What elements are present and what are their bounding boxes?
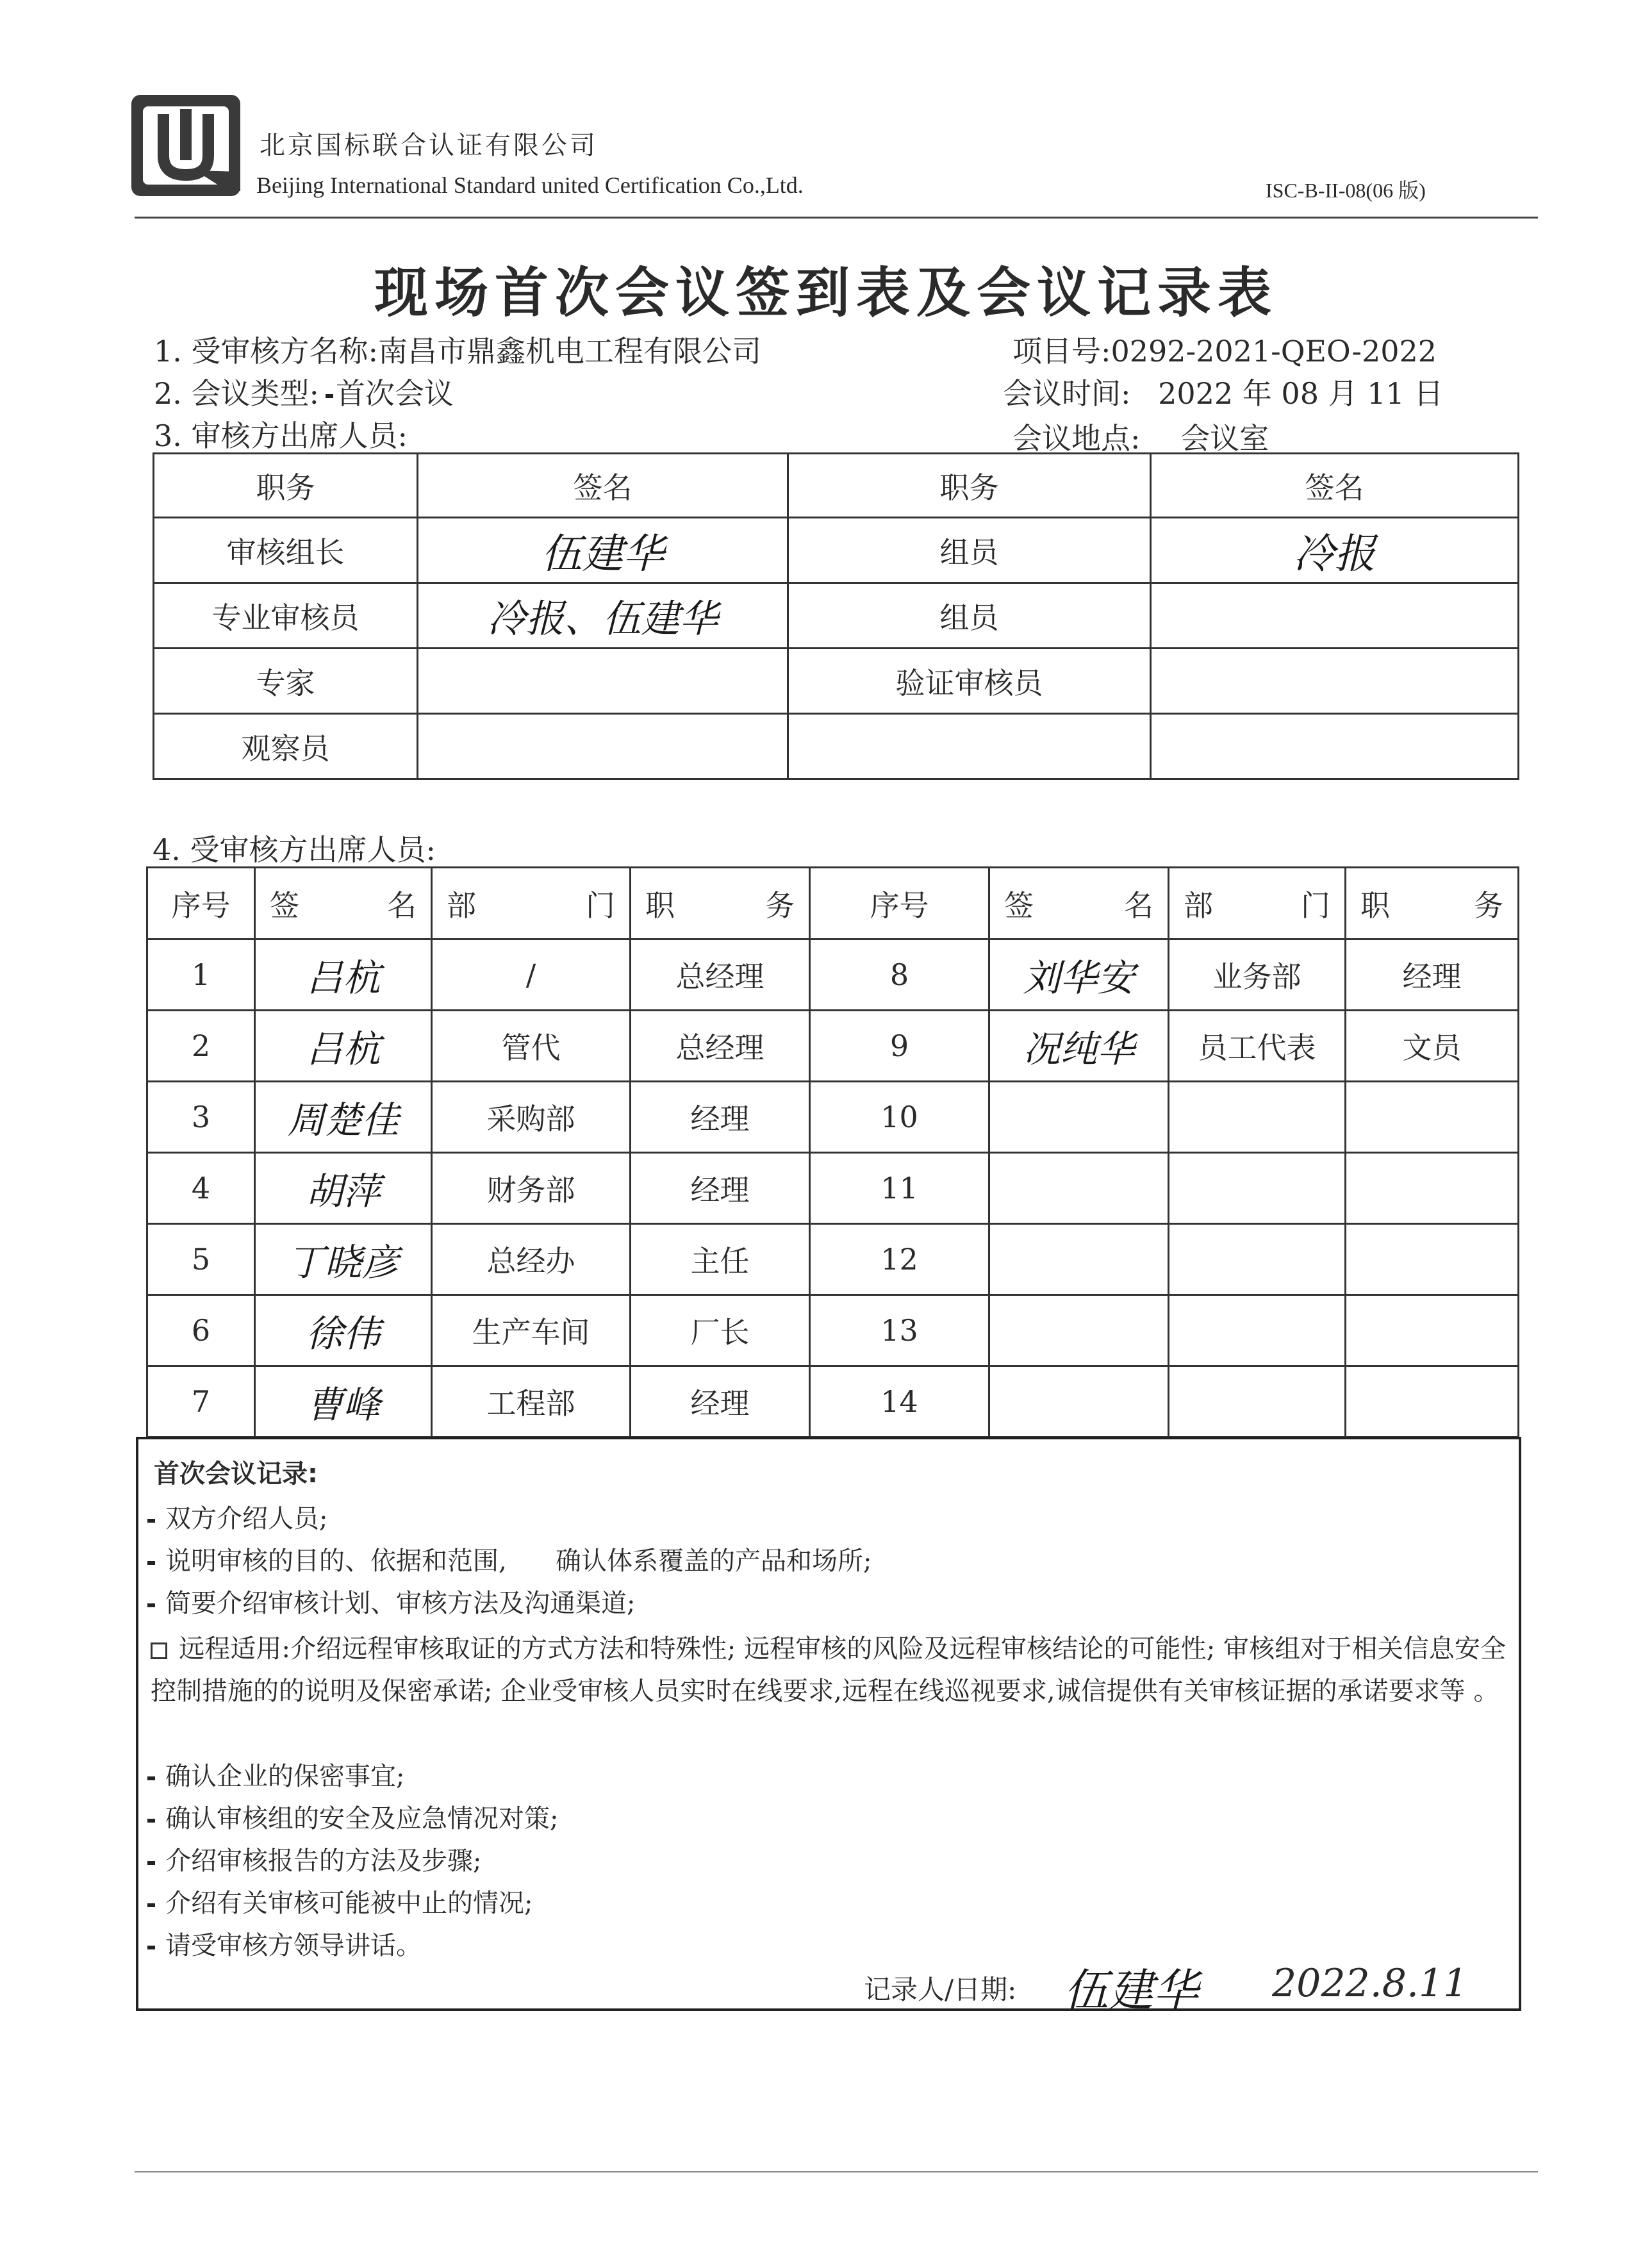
signature-cell: 况纯华: [989, 1011, 1169, 1082]
position-cell: 经理: [631, 1366, 810, 1437]
meeting-record-title: 首次会议记录:: [154, 1459, 318, 1489]
signature-cell: 丁晓彦: [255, 1224, 432, 1295]
signature-cell: [989, 1082, 1169, 1153]
table-row: [147, 1011, 1519, 1082]
bullet-marker: [147, 1861, 155, 1865]
number-cell: 12: [810, 1224, 989, 1295]
position-cell: [1346, 1295, 1519, 1366]
table-row: [147, 1082, 1519, 1153]
header-cell: 签名: [418, 454, 788, 518]
table-row: [147, 1153, 1519, 1224]
header-cell: 职务: [788, 454, 1151, 518]
record-item-text: 说明审核的目的、依据和范围, 确认体系覆盖的产品和场所;: [165, 1546, 872, 1576]
number-cell: 9: [810, 1011, 989, 1082]
table-row: [147, 1295, 1519, 1366]
number-cell: 14: [810, 1366, 989, 1437]
position-cell: 经理: [631, 1153, 810, 1224]
table-row: [147, 1224, 1519, 1295]
department-cell: /: [432, 939, 631, 1011]
recorder-signature: 伍建华: [1064, 1964, 1198, 2017]
meeting-place-line: [1012, 415, 1269, 458]
position-cell: [1346, 1224, 1519, 1295]
record-item: [147, 1798, 558, 1835]
signature-cell: 曹峰: [255, 1366, 432, 1437]
record-item-text: 双方介绍人员;: [165, 1504, 328, 1534]
table-row: [154, 518, 1519, 583]
position-cell: 经理: [631, 1082, 810, 1153]
record-item-text: 确认审核组的安全及应急情况对策;: [165, 1804, 559, 1833]
bullet-marker: [147, 1519, 155, 1523]
department-cell: 生产车间: [432, 1295, 631, 1366]
number-cell: 8: [810, 939, 989, 1011]
bullet-marker: [147, 1776, 155, 1780]
role-cell: 专家: [154, 649, 418, 714]
department-cell: [1169, 1153, 1346, 1224]
signature-cell: [1151, 583, 1519, 649]
record-item-text: 介绍有关审核可能被中止的情况;: [165, 1889, 533, 1918]
department-cell: 工程部: [432, 1366, 631, 1437]
document-title: 现场首次会议签到表及会议记录表: [374, 261, 1278, 324]
number-cell: 1: [147, 939, 255, 1011]
header-cell: 签名: [255, 868, 432, 939]
auditor-attendance-table: [153, 452, 1519, 780]
meeting-type-value: 首次会议: [336, 376, 454, 411]
signature-cell: 胡萍: [255, 1153, 432, 1224]
signature-cell: 吕杭: [255, 1011, 432, 1082]
header-cell: 部门: [432, 868, 631, 939]
position-cell: [1346, 1082, 1519, 1153]
meeting-time-line: [1003, 370, 1443, 413]
position-cell: 总经理: [631, 939, 810, 1011]
signature-cell: [418, 714, 788, 779]
record-item: [147, 1925, 422, 1962]
project-number-label: 项目号:: [1012, 334, 1111, 368]
signature-cell: [418, 649, 788, 714]
position-cell: [1346, 1366, 1519, 1437]
table-row: [154, 583, 1519, 649]
department-cell: [1169, 1366, 1346, 1437]
header-cell: 部门: [1169, 868, 1346, 939]
header-divider: [135, 217, 1538, 219]
number-cell: 11: [810, 1153, 989, 1224]
signature-cell: [989, 1366, 1169, 1437]
header-cell: 签名: [989, 868, 1169, 939]
department-cell: 采购部: [432, 1082, 631, 1153]
auditee-name-line: [154, 328, 761, 370]
bullet-marker: [147, 1903, 155, 1907]
role-cell: 审核组长: [154, 518, 418, 583]
bullet-marker: [147, 1946, 155, 1949]
record-item-text: 请受审核方领导讲话。: [165, 1931, 422, 1960]
role-cell: 专业审核员: [154, 583, 418, 649]
position-cell: 厂长: [631, 1295, 810, 1366]
table-row: [154, 714, 1519, 779]
role-cell: [788, 714, 1151, 779]
remote-audit-paragraph: [151, 1628, 1506, 1712]
auditor-table-header: [154, 454, 1519, 518]
department-cell: [1169, 1295, 1346, 1366]
position-cell: 总经理: [631, 1011, 810, 1082]
position-cell: 经理: [1346, 939, 1519, 1011]
record-item: [147, 1841, 481, 1877]
signature-cell: 冷报、伍建华: [418, 583, 788, 649]
department-cell: [1169, 1082, 1346, 1153]
meeting-type-marker: [326, 394, 333, 398]
project-number-line: [1012, 328, 1437, 370]
recorder-date: 2022.8.11: [1272, 1961, 1468, 2006]
record-item: [147, 1498, 327, 1535]
signature-cell: [1151, 714, 1519, 779]
remote-audit-text: 远程适用:介绍远程审核取证的方式方法和特殊性; 远程审核的风险及远程审核结论的可能性; 审核组对于相关信息安全控制措施的的说明及保密承诺; 企业受审核人员实时在线要求,远程在线巡视要求,诚信提供有关审核证据的承诺要求等 。: [151, 1634, 1506, 1706]
form-code: ISC-B-II-08(06 版): [1266, 179, 1426, 202]
header-cell: 签名: [1151, 454, 1519, 518]
position-cell: 文员: [1346, 1011, 1519, 1082]
signature-cell: 徐伟: [255, 1295, 432, 1366]
meeting-place-label: 会议地点:: [1012, 421, 1141, 456]
record-item-text: 介绍审核报告的方法及步骤;: [165, 1846, 482, 1876]
auditee-attendees-label: 4. 受审核方出席人员:: [153, 832, 436, 867]
number-cell: 4: [147, 1153, 255, 1224]
meeting-time-label: 会议时间:: [1003, 376, 1131, 411]
header-cell: 职务: [631, 868, 810, 939]
table-row: [147, 939, 1519, 1011]
bullet-marker: [147, 1819, 155, 1823]
auditee-name-value: 南昌市鼎鑫机电工程有限公司: [378, 334, 762, 368]
auditee-table-header: [147, 868, 1519, 939]
header-cell: 序号: [147, 868, 255, 939]
auditor-attendees-label: 3. 审核方出席人员:: [154, 418, 408, 453]
bullet-marker: [147, 1603, 155, 1607]
record-item-text: 简要介绍审核计划、审核方法及沟通渠道;: [165, 1589, 636, 1618]
project-number-value: 0292-2021-QEO-2022: [1111, 334, 1437, 368]
table-row: [154, 649, 1519, 714]
signature-cell: 冷报: [1151, 518, 1519, 583]
signature-cell: [1151, 649, 1519, 714]
signature-cell: [989, 1224, 1169, 1295]
number-cell: 6: [147, 1295, 255, 1366]
role-cell: 观察员: [154, 714, 418, 779]
meeting-type-line: [154, 370, 454, 413]
position-cell: 主任: [631, 1224, 810, 1295]
header-cell: 职务: [1346, 868, 1519, 939]
header-cell: 序号: [810, 868, 989, 939]
company-name-en: Beijing International Standard united Certification Co.,Ltd.: [256, 172, 804, 198]
signature-cell: [989, 1153, 1169, 1224]
record-item: [147, 1756, 404, 1792]
department-cell: [1169, 1224, 1346, 1295]
signature-cell: 吕杭: [255, 939, 432, 1011]
signature-cell: 周楚佳: [255, 1082, 432, 1153]
number-cell: 10: [810, 1082, 989, 1153]
department-cell: 员工代表: [1169, 1011, 1346, 1082]
record-item: [147, 1583, 635, 1619]
header-cell: 职务: [154, 454, 418, 518]
department-cell: 财务部: [432, 1153, 631, 1224]
meeting-place-value: 会议室: [1180, 421, 1269, 456]
department-cell: 业务部: [1169, 939, 1346, 1011]
record-item-text: 确认企业的保密事宜;: [165, 1762, 405, 1791]
department-cell: 管代: [432, 1011, 631, 1082]
recorder-label: 记录人/日期:: [864, 1974, 1017, 2005]
role-cell: 组员: [788, 583, 1151, 649]
auditee-attendance-table: [146, 866, 1519, 1438]
record-item: [147, 1883, 533, 1919]
meeting-time-value: 2022 年 08 月 11 日: [1158, 376, 1444, 411]
position-cell: [1346, 1153, 1519, 1224]
number-cell: 5: [147, 1224, 255, 1295]
number-cell: 13: [810, 1295, 989, 1366]
role-cell: 验证审核员: [788, 649, 1151, 714]
footer-divider: [135, 2171, 1538, 2172]
auditee-name-label: 1. 受审核方名称:: [154, 334, 379, 368]
signature-cell: [989, 1295, 1169, 1366]
signature-cell: 刘华安: [989, 939, 1169, 1011]
company-name-cn: 北京国标联合认证有限公司: [260, 131, 598, 160]
signature-cell: 伍建华: [418, 518, 788, 583]
company-logo: [131, 95, 240, 196]
bullet-marker: [147, 1561, 155, 1565]
remote-applicable-checkbox[interactable]: [151, 1643, 167, 1659]
number-cell: 3: [147, 1082, 255, 1153]
department-cell: 总经办: [432, 1224, 631, 1295]
number-cell: 7: [147, 1366, 255, 1437]
number-cell: 2: [147, 1011, 255, 1082]
meeting-type-label: 2. 会议类型:: [154, 376, 320, 411]
record-item: [147, 1541, 871, 1577]
role-cell: 组员: [788, 518, 1151, 583]
table-row: [147, 1366, 1519, 1437]
